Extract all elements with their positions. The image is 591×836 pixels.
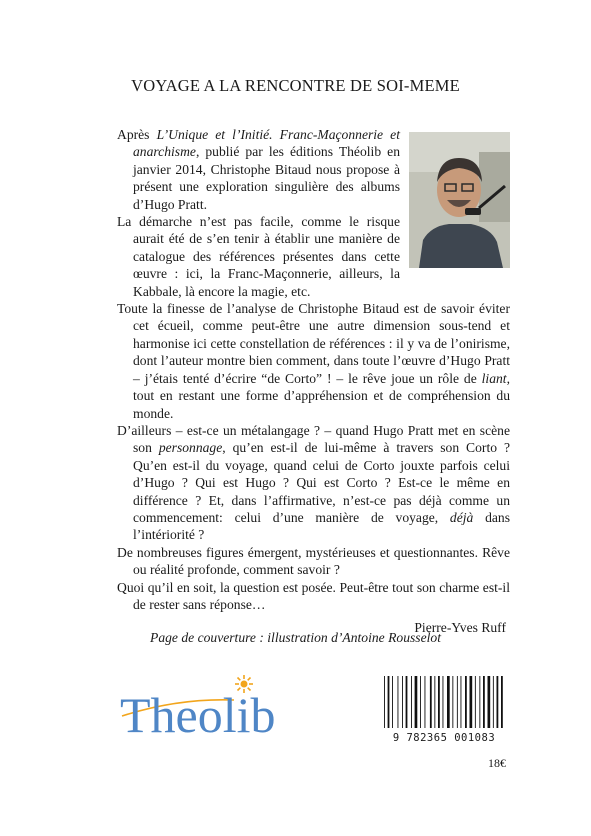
- logo-wordmark: Theolib: [120, 687, 276, 742]
- paragraph-2: La démarche n’est pas facile, comme le risque aurait été de s’en tenir à établir une manière de catalogue des références présentes dans cette œuvre : ici, la Franc-Maçonnerie, ailleurs, la Kabbale, là encore la magie, etc.: [117, 214, 400, 299]
- cover-credit: Page de couverture : illustration d’Antoine Rousselot: [150, 630, 441, 645]
- paragraph-1: Après L’Unique et l’Initié. Franc-Maçonnerie et anarchisme, publié par les éditions Théolib en janvier 2014, Christophe Bitaud nous propose à présent une exploration singulière des albums d’Hugo Pratt.: [117, 127, 400, 212]
- paragraph-3: Toute la finesse de l’analyse de Christophe Bitaud est de savoir éviter cet écueil, comme peut-être une autre dimension sous-tend et harmonise ici cette constellation de références : il y va de l’onirisme, dont l’auteur montre bien comment, dans toute l’œuvre d’Hugo Pratt – j’étais tenté d’écrire “de Corto” ! – le rêve joue un rôle de liant, tout en restant une forme d’appréhension et de compréhension du monde.: [117, 301, 510, 421]
- signature: Pierre-Yves Ruff: [414, 620, 506, 636]
- back-cover-title: VOYAGE A LA RENCONTRE DE SOI-MEME: [131, 76, 460, 95]
- theolib-logo: [118, 670, 286, 742]
- blurb-text: [117, 126, 510, 637]
- isbn-number: 9 782365 001083: [392, 732, 496, 744]
- price: 18€: [488, 756, 506, 770]
- author-photo: [409, 132, 510, 268]
- paragraph-4: D’ailleurs – est-ce un métalangage ? – quand Hugo Pratt met en scène son personnage, qu’en est-il de lui-même à travers son Corto ? Qu’en est-il du voyage, quand celui de Corto jouxte parfois celui d’Hugo ? Qui est Hugo ? Qui est Corto ? Est-ce le même en différence ? Et, dans l’affirmative, n’est-ce pas déjà comme un commencement: celui d’une manière de voyage, déjà dans l’intériorité ?: [117, 422, 510, 543]
- paragraph-6: Quoi qu’il en soit, la question est posée. Peut-être tout son charme est-il de rester sans réponse…: [117, 579, 510, 612]
- isbn-barcode: [380, 676, 508, 744]
- paragraph-5: De nombreuses figures émergent, mystérieuses et questionnantes. Rêve ou réalité profonde, comment savoir ?: [117, 544, 510, 578]
